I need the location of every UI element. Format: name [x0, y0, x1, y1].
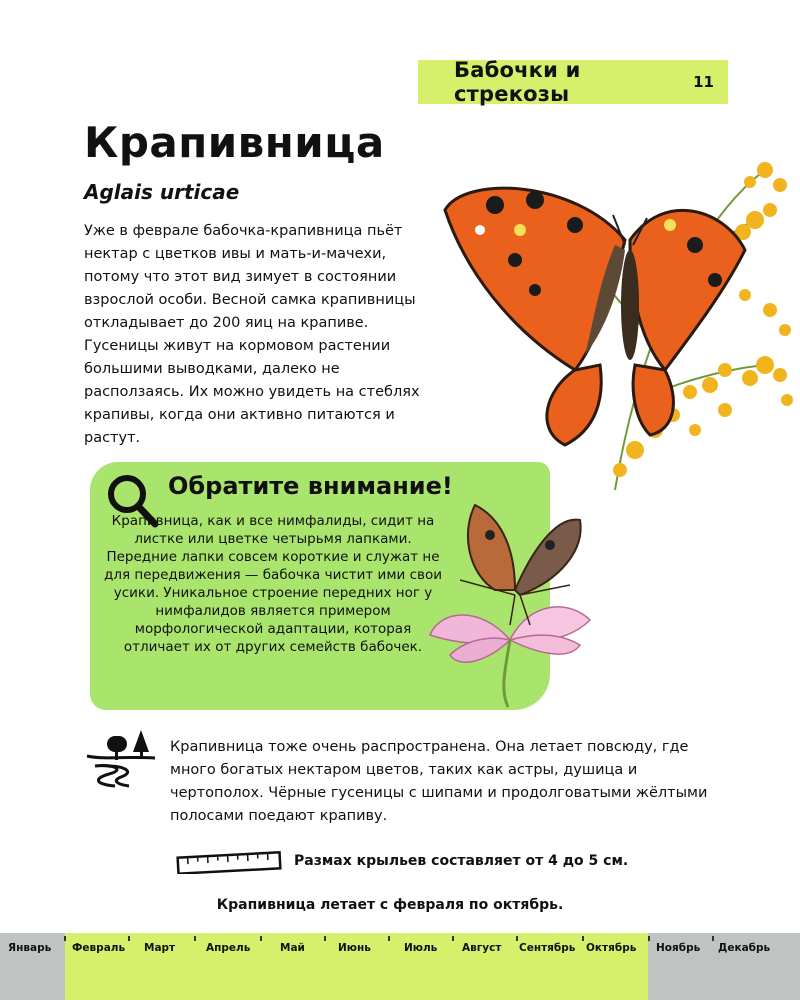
month-divider: [388, 936, 390, 941]
ruler-icon: [176, 850, 282, 874]
species-latin-name: Aglais urticae: [84, 180, 240, 204]
page-number: 11: [693, 73, 714, 91]
month-divider: [128, 936, 130, 941]
month-label: Март: [144, 942, 176, 954]
month-label: Май: [280, 942, 305, 954]
month-bar: [0, 933, 800, 1000]
month-divider: [516, 936, 518, 941]
section-title: Бабочки и стрекозы: [454, 58, 581, 106]
month-divider: [712, 936, 714, 941]
month-divider: [648, 936, 650, 941]
month-divider: [64, 936, 66, 941]
month-label: Ноябрь: [656, 942, 701, 954]
month-label: Июнь: [338, 942, 371, 954]
flight-period-text: Крапивница летает с февраля по октябрь.: [216, 897, 564, 913]
month-label: Февраль: [72, 942, 126, 954]
month-label: Январь: [8, 942, 52, 954]
landscape-icon: [85, 722, 157, 788]
habitat-paragraph: Крапивница тоже очень распространена. Она летает повсюду, где много богатых нектаром цветов, таких как астры, душица и чертополох. Чёрные гусеницы с шипами и продолговатыми жёлтыми полосами поедают крапиву.: [170, 739, 708, 824]
note-text: Крапивница, как и все нимфалиды, сидит на листке или цветке четырьмя лапками. Передние лапки совсем короткие и служат не для передвижения — бабочка чистит ими свои усики. Уникальное строение передних ног у нимфалидов является примером морфологической адаптации, которая отличает их от других семейств бабочек.: [104, 513, 442, 655]
intro-paragraph: Уже в феврале бабочка-крапивница пьёт нектар с цветков ивы и мать-и-мачехи, потому что этот вид зимует в состоянии взрослой особи. Весной самка крапивницы откладывает до 200 яиц на крапиве. Гусеницы живут на кормовом растении большими выводками, далеко не расползаясь. Их можно увидеть на стеблях крапивы, когда они активно питаются и растут.: [84, 223, 420, 446]
month-divider: [452, 936, 454, 941]
species-title: Крапивница: [84, 118, 385, 167]
month-divider: [194, 936, 196, 941]
butterfly-goldenrod-illustration: [425, 130, 800, 495]
month-divider: [260, 936, 262, 941]
month-label: Декабрь: [718, 942, 771, 954]
month-label: Октябрь: [586, 942, 637, 954]
butterfly-on-flower-illustration: [420, 495, 600, 710]
month-divider: [582, 936, 584, 941]
month-label: Август: [462, 942, 502, 954]
note-title: Обратите внимание!: [168, 472, 453, 500]
month-label: Сентябрь: [519, 942, 576, 954]
month-label: Апрель: [206, 942, 251, 954]
section-tab: [418, 60, 728, 104]
month-divider: [324, 936, 326, 941]
wingspan-text: Размах крыльев составляет от 4 до 5 см.: [294, 853, 629, 869]
butterfly-icon: [445, 188, 745, 445]
month-label: Июль: [404, 942, 438, 954]
